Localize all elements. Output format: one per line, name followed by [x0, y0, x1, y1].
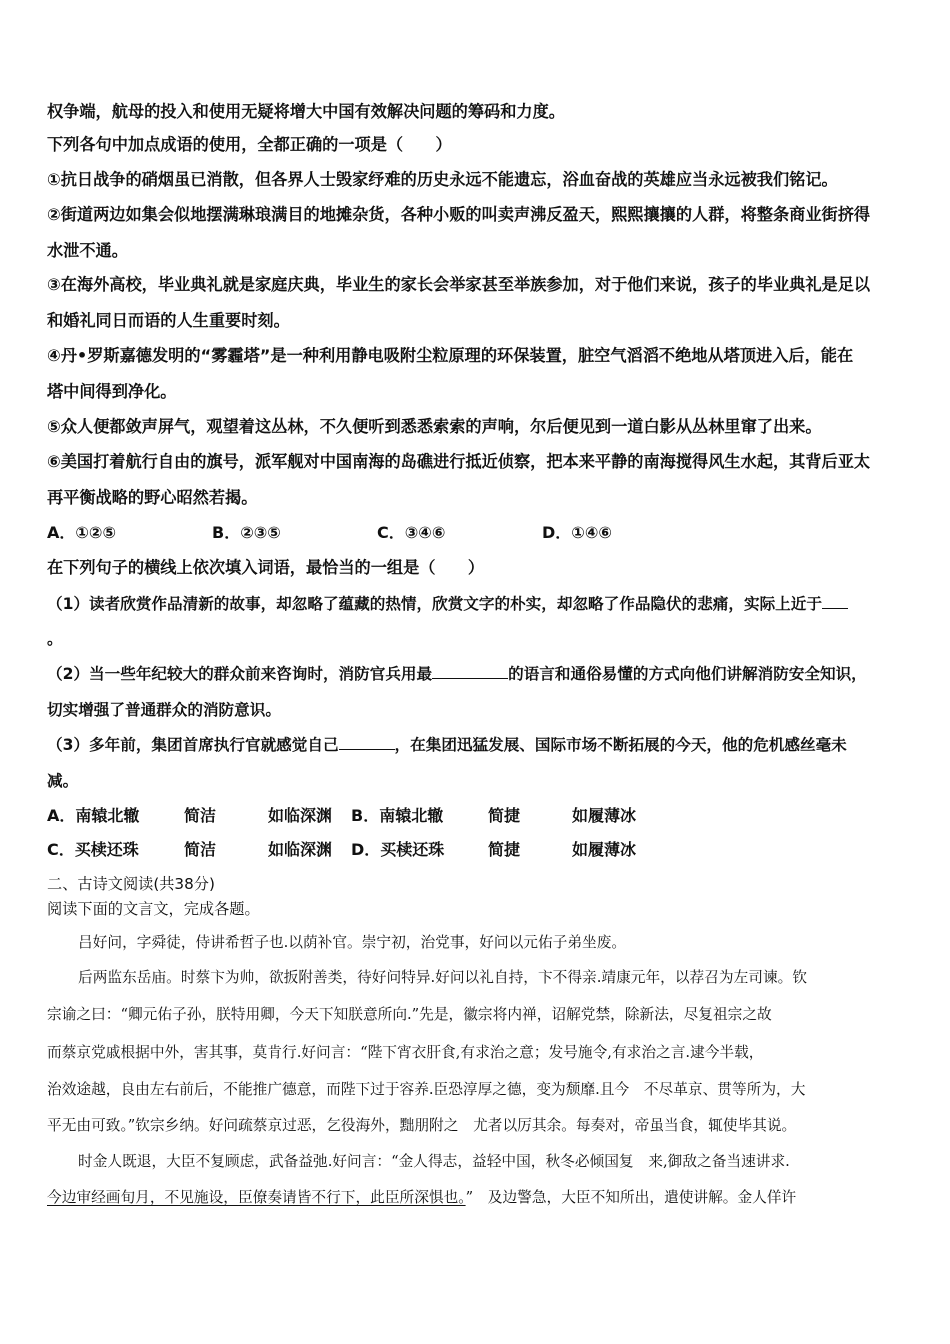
fill-sentence-3-text-pre: （3）多年前，集团首席执行官就感觉自己: [47, 736, 339, 754]
option-b-word-2: 简捷: [488, 806, 521, 825]
option-c-word-2: 简洁: [184, 840, 217, 859]
sentence-2-line-1: ②街道两边如集会似地摆满琳琅满目的地摊杂货，各种小贩的叫卖声沸反盈天，熙熙攘攘的人群，将整条商业街挤得: [47, 205, 871, 224]
option-b-word-3: 如履薄冰: [572, 806, 637, 825]
option-c[interactable]: C．③④⑥: [377, 523, 446, 542]
passage-tail-line: 权争端，航母的投入和使用无疑将增大中国有效解决问题的筹码和力度。: [47, 102, 565, 121]
option-b[interactable]: B．②③⑤: [212, 523, 281, 542]
classical-para-3-line-2: [47, 1187, 796, 1209]
sentence-3-line-2: 和婚礼同日而语的人生重要时刻。: [47, 311, 290, 330]
fill-sentence-3-line-1: [47, 734, 847, 756]
section-heading: 二、古诗文阅读(共38分): [47, 875, 215, 893]
fill-sentence-2-text-post: 的语言和通俗易懂的方式向他们讲解消防安全知识，: [508, 665, 867, 683]
option-d[interactable]: D．①④⑥: [542, 523, 612, 542]
option-a-word-1[interactable]: A．南辕北辙: [47, 806, 140, 825]
sentence-1: ①抗日战争的硝烟虽已消散，但各界人士毁家纾难的历史永远不能遗忘，浴血奋战的英雄应当永远被我们铭记。: [47, 170, 838, 189]
sentence-3-line-1: ③在海外高校，毕业典礼就是家庭庆典，毕业生的家长会举家甚至举族参加，对于他们来说，孩子的毕业典礼是足以: [47, 275, 871, 294]
classical-para-2-line-3: 而蔡京党戚根据中外，害其事，莫肯行.好问言：“陛下宵衣肝食,有求治之意；发号施令,有求治之言.逮今半载，: [47, 1044, 764, 1061]
sentence-6-line-1: ⑥美国打着航行自由的旗号，派军舰对中国南海的岛礁进行抵近侦察，把本来平静的南海搅得风生水起，其背后亚太: [47, 452, 871, 471]
answer-blank-3[interactable]: [339, 734, 395, 750]
fill-sentence-1-line-1: [47, 593, 848, 615]
fill-sentence-2-text-pre: （2）当一些年纪较大的群众前来咨询时，消防官兵用最: [47, 665, 433, 683]
sentence-2-line-2: 水泄不通。: [47, 241, 128, 260]
option-a-word-3: 如临深渊: [268, 806, 333, 825]
sentence-5: ⑤众人便都敛声屏气，观望着这丛林，不久便听到悉悉索索的声响，尔后便见到一道白影从丛林里窜了出来。: [47, 417, 822, 436]
question-idiom-stem: 下列各句中加点成语的使用，全都正确的一项是（ ）: [47, 135, 452, 154]
question-fill-stem: 在下列句子的横线上依次填入词语，最恰当的一组是（ ）: [47, 558, 485, 577]
option-d-word-3: 如履薄冰: [572, 840, 637, 859]
classical-para-2-line-4: 治效途越，良由左右前后，不能推广德意，而陛下过于容养.臣恐淳厚之德，变为颓靡.且今 不尽革京、贯等所为，大: [47, 1081, 806, 1098]
option-b-word-1[interactable]: B．南辕北辙: [351, 806, 444, 825]
classical-para-1: 吕好问，字舜徒，侍讲希哲子也.以荫补官。崇宁初，治党事，好问以元佑子弟坐废。: [78, 934, 627, 951]
fill-sentence-2-line-2: 切实增强了普通群众的消防意识。: [47, 701, 281, 719]
classical-para-3-line-1: 时金人既退，大臣不复顾虑，武备益弛.好问言：“金人得志，益轻中国，秋冬必倾国复 来,御敌之备当速讲求.: [78, 1153, 790, 1170]
classical-para-2-line-1: 后两监东岳庙。时蔡卞为帅，欲扳附善类，待好问特异.好问以礼自持，卞不得亲.靖康元年，以荐召为左司谏。钦: [78, 969, 808, 986]
option-d-word-1[interactable]: D．买椟还珠: [351, 840, 445, 859]
classical-para-3-tail: ” 及边警急，大臣不知所出，遣使讲解。金人佯许: [465, 1189, 797, 1206]
fill-sentence-3-line-2: 减。: [47, 772, 79, 790]
answer-blank-1[interactable]: [822, 593, 848, 609]
fill-sentence-3-text-post: ，在集团迅猛发展、国际市场不断拓展的今天，他的危机感丝毫未: [394, 736, 847, 754]
sentence-4-line-1: ④丹•罗斯嘉德发明的“雾霾塔”是一种利用静电吸附尘粒原理的环保装置，脏空气滔滔不绝地从塔顶进入后，能在: [47, 346, 854, 365]
option-c-word-1[interactable]: C．买椟还珠: [47, 840, 139, 859]
option-a-word-2: 简洁: [184, 806, 217, 825]
option-c-word-3: 如临深渊: [268, 840, 333, 859]
fill-sentence-1-text: （1）读者欣赏作品清新的故事，却忽略了蕴藏的热情，欣赏文字的朴实，却忽略了作品隐伏的悲痛，实际上近于: [47, 595, 822, 613]
sentence-6-line-2: 再平衡战略的野心昭然若揭。: [47, 488, 258, 507]
option-d-word-2: 简捷: [488, 840, 521, 859]
underlined-sentence: 今边审经画旬月，不见施设，臣僚奏请皆不行下，此臣所深惧也。: [47, 1189, 466, 1206]
option-a[interactable]: A．①②⑤: [47, 523, 117, 542]
classical-para-2-line-5: 平无由可致。”钦宗乡纳。好问疏蔡京过恶，乞役海外，黜朋附之 尤者以厉其余。每奏对，帝虽当食，辄使毕其说。: [47, 1117, 797, 1134]
answer-blank-2[interactable]: [432, 663, 508, 679]
fill-sentence-1-line-2: 。: [47, 630, 63, 648]
fill-sentence-2-line-1: [47, 663, 867, 685]
section-instruction: 阅读下面的文言文，完成各题。: [47, 900, 260, 918]
classical-para-2-line-2: 宗谕之曰：“卿元佑子孙，朕特用卿，今天下知朕意所向.”先是，徽宗将内禅，诏解党禁，除新法，尽复祖宗之故: [47, 1006, 772, 1023]
sentence-4-line-2: 塔中间得到净化。: [47, 382, 177, 401]
